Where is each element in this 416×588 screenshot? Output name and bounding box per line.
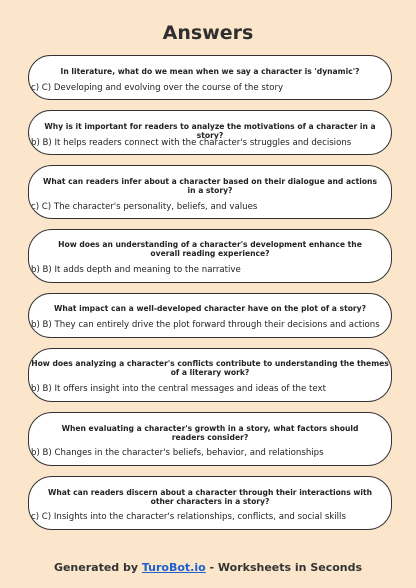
answer-text: b) B) It offers insight into the central messages and ideas of the text <box>31 384 326 394</box>
answer-card <box>28 293 392 338</box>
answer-text: b) B) Changes in the character's beliefs, behavior, and relationships <box>31 448 324 458</box>
answer-text: b) B) It helps readers connect with the character's struggles and decisions <box>31 138 352 148</box>
brand-link[interactable]: TuroBot.io <box>141 561 206 574</box>
answer-card <box>28 165 392 219</box>
answer-card <box>28 110 392 155</box>
question-text: How does analyzing a character's conflicts contribute to understanding the themes of a literary work? <box>31 359 389 378</box>
answer-text: b) B) They can entirely drive the plot forward through their decisions and actions <box>31 320 380 330</box>
answer-card <box>28 348 392 402</box>
answer-text: c) C) The character's personality, beliefs, and values <box>31 202 258 212</box>
answer-text: c) C) Insights into the character's relationships, conflicts, and social skills <box>31 512 346 522</box>
page-title: Answers <box>162 22 254 44</box>
question-text: Why is it important for readers to analyze the motivations of a character in a story? <box>44 122 376 141</box>
answer-list <box>28 55 392 540</box>
answer-card <box>28 229 392 283</box>
answer-text: c) C) Developing and evolving over the course of the story <box>31 83 284 93</box>
question-text: What impact can a well-developed character have on the plot of a story? <box>53 304 367 313</box>
question-text: What can readers infer about a character based on their dialogue and actions in a story? <box>42 177 377 196</box>
footer-suffix: - Worksheets in Seconds <box>205 561 363 574</box>
answer-card <box>28 412 392 466</box>
footer-prefix: Generated by <box>53 561 142 574</box>
question-text: How does an understanding of a character's development enhance the overall reading experience? <box>58 240 362 259</box>
footer <box>0 561 416 574</box>
answer-card <box>28 55 392 100</box>
question-text: What can readers discern about a character through their interactions with other characters in a story? <box>47 488 373 507</box>
answer-card <box>28 476 392 530</box>
question-text: When evaluating a character's growth in a story, what factors should readers consider? <box>61 424 359 443</box>
question-text: In literature, what do we mean when we say a character is 'dynamic'? <box>60 67 360 76</box>
answer-text: b) B) It adds depth and meaning to the narrative <box>31 265 241 275</box>
